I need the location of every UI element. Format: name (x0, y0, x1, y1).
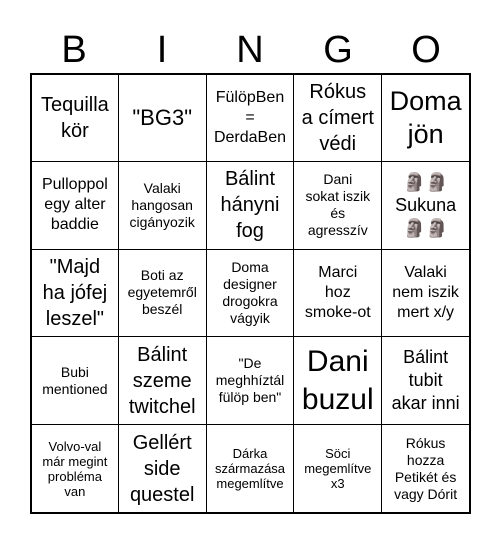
bingo-cell[interactable]: Doma jön (381, 74, 470, 162)
bingo-cell[interactable]: Dani sokat iszik és agresszív (293, 161, 382, 250)
bingo-cell[interactable]: Valaki hangosan cigányozik (118, 161, 207, 250)
bingo-cell[interactable]: Marci hoz smoke-ot (293, 249, 382, 338)
bingo-cell[interactable]: Tequilla kör (31, 74, 119, 162)
bingo-cell[interactable]: Dárka származása megemlítve (206, 424, 295, 513)
bingo-cell[interactable]: 🗿🗿 Sukuna 🗿🗿 (381, 161, 470, 250)
bingo-cell[interactable]: Volvo-val már megint probléma van (31, 424, 119, 513)
header-letter-b: B (61, 29, 87, 71)
bingo-cell[interactable]: Pulloppol egy alter baddie (31, 161, 119, 250)
bingo-cell[interactable]: Boti az egyetemről beszél (118, 249, 207, 338)
bingo-card (30, 73, 471, 514)
bingo-cell[interactable]: "BG3" (118, 74, 207, 162)
bingo-cell[interactable]: Bubi mentioned (31, 336, 119, 425)
bingo-cell[interactable]: Söci megemlítve x3 (293, 424, 382, 513)
bingo-cell[interactable]: Doma designer drogokra vágyik (206, 249, 295, 338)
bingo-cell[interactable]: Dani buzul (293, 336, 382, 425)
header-letter-n: N (236, 29, 264, 71)
bingo-cell[interactable]: Gellért side questel (118, 424, 207, 513)
header-letter-g: G (323, 29, 353, 71)
header-letter-o: O (411, 29, 441, 71)
bingo-cell[interactable]: Rókus hozza Petikét és vagy Dórit (381, 424, 470, 513)
bingo-cell[interactable]: Bálint tubit akar inni (381, 336, 470, 425)
bingo-cell[interactable]: Bálint szeme twitchel (118, 336, 207, 425)
header-letter-i: I (156, 29, 168, 71)
bingo-cell[interactable]: Rókus a címert védi (293, 74, 382, 162)
bingo-header (30, 26, 470, 74)
bingo-cell[interactable]: "Majd ha jófej leszel" (31, 249, 119, 338)
bingo-cell[interactable]: FülöpBen = DerdaBen (206, 74, 295, 162)
bingo-cell[interactable]: Bálint hányni fog (206, 161, 295, 250)
bingo-cell[interactable]: Valaki nem iszik mert x/y (381, 249, 470, 338)
bingo-cell[interactable]: "De meghhíztál fülöp ben" (206, 336, 295, 425)
